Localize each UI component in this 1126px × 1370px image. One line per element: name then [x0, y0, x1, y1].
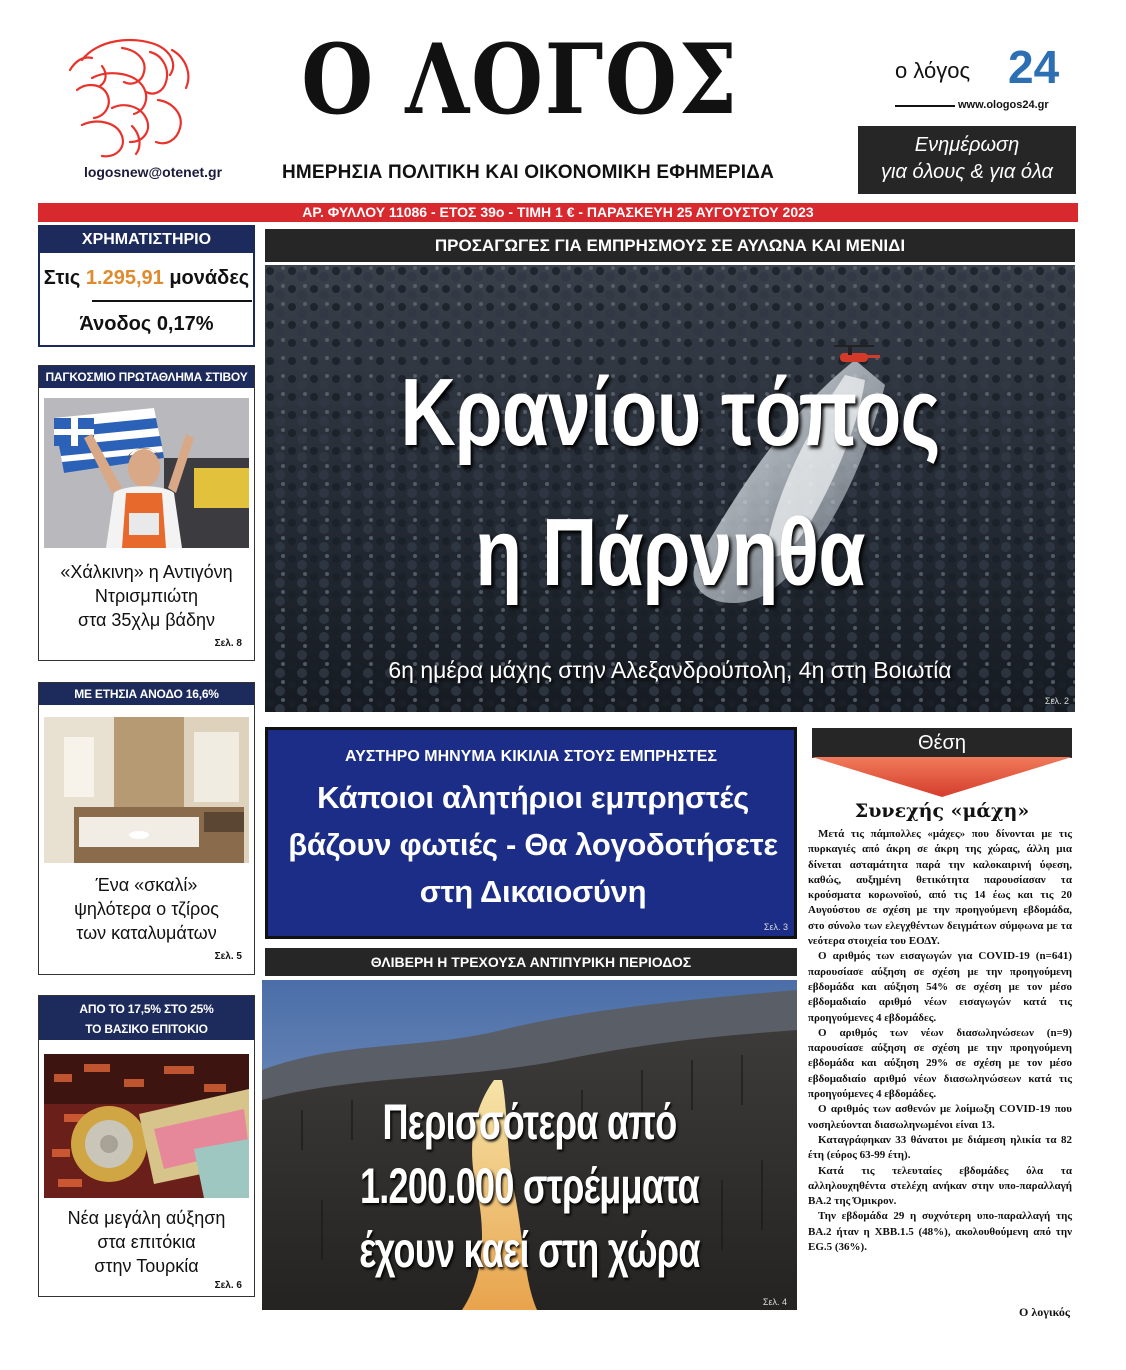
fire-season-kicker: ΘΛΙΒΕΡΗ Η ΤΡΕΧΟΥΣΑ ΑΝΤΙΠΥΡΙΚΗ ΠΕΡΙΟΔΟΣ — [265, 948, 797, 976]
kikilias-headline — [288, 774, 778, 915]
sidebar-story-turkey-rates[interactable] — [38, 995, 255, 1297]
main-headline-line-1: Κρανίου τόπος — [400, 359, 940, 466]
turkey-rates-headline — [39, 1206, 254, 1278]
editorial-paragraph: Ο αριθμός των νέων διασωληνώσεων (n=9) παρουσίασε αύξηση σε σχέση με την προηγούμενη εβδομάδα και αύξηση 29% σε σχέση με τον μέσο εβδομαδιαίο αριθμό νέων διασωληνώσεων κατά τις προηγούμενες 4 εβδομάδες. — [808, 1026, 1072, 1101]
fire-season-story[interactable] — [262, 980, 797, 1310]
editorial-body — [808, 827, 1072, 1255]
headline-line: Ένα «σκαλί» — [95, 875, 198, 895]
stock-change-value: 0,17% — [156, 313, 214, 335]
headline-line: έχουν καεί στη χώρα — [359, 1222, 700, 1278]
stock-divider — [92, 300, 252, 302]
header-line-1: ΑΠΟ ΤΟ 17,5% ΣΤΟ 25% — [79, 1002, 214, 1016]
page-reference: Σελ. 5 — [214, 951, 242, 962]
ologos24-number: 24 — [1008, 41, 1060, 93]
main-headline — [346, 343, 994, 623]
sidebar-story-header — [39, 996, 254, 1040]
ologos24-underline — [895, 105, 955, 107]
stock-points: 1.295,91 — [85, 267, 164, 289]
editorial-paragraph: Ο αριθμός των ασθενών με λοίμωξη COVID-19 που νοσηλεύονται διασωληνωμένοι είναι 13. — [808, 1103, 1072, 1131]
issue-dateline: ΑΡ. ΦΥΛΛΟΥ 11086 - ΕΤΟΣ 39ο - ΤΙΜΗ 1 € - ΠΑΡΑΣΚΕΥΗ 25 ΑΥΓΟΥΣΤΟΥ 2023 — [38, 203, 1078, 222]
page-reference: Σελ. 6 — [214, 1280, 242, 1291]
stock-row2-prefix: Άνοδος — [79, 313, 152, 335]
fire-headline — [308, 1090, 751, 1282]
header-line-2: ΤΟ ΒΑΣΙΚΟ ΕΠΙΤΟΚΙΟ — [85, 1022, 208, 1036]
athletics-headline — [39, 560, 254, 632]
sidebar-story-header: ΜΕ ΕΤΗΣΙΑ ΑΝΟΔΟ 16,6% — [39, 683, 254, 705]
main-subheadline: 6η ημέρα μάχης στην Αλεξανδρούπολη, 4η στη Βοιωτία — [388, 657, 952, 683]
sidebar-story-athletics[interactable] — [38, 365, 255, 661]
editorial-paragraph: Κατά τις τελευταίες εβδομάδες όλα τα αλληλουχηθέντα στελέχη ανήκαν στην υπο-παραλλαγή ΒΑ.2 της Όμικρον. — [808, 1164, 1072, 1208]
editorial-paragraph: Ο αριθμός των εισαγωγών για COVID-19 (n=641) παρουσίασε αύξηση σε σχέση με την προηγούμενη εβδομάδα και αύξηση 54% σε σχέση με τον μέσο εβδομαδιαίο αριθμό νέων εισαγωγών κατά τις προηγούμενες 4 εβδομάδες. — [808, 950, 1072, 1024]
ologos24-name: ο λόγος — [895, 58, 971, 83]
hotel-room-photo — [44, 717, 249, 863]
tourism-headline — [39, 873, 254, 945]
headline-line: στα 35χλμ βάδην — [77, 610, 215, 630]
newspaper-logo-emblem — [62, 30, 212, 165]
main-story-kicker: ΠΡΟΣΑΓΩΓΕΣ ΓΙΑ ΕΜΠΡΗΣΜΟΥΣ ΣΕ ΑΥΛΩΝΑ ΚΑΙ ΜΕΝΙΔΙ — [265, 229, 1075, 262]
stock-change — [40, 313, 253, 336]
newspaper-subtitle: ΗΜΕΡΗΣΙΑ ΠΟΛΙΤΙΚΗ ΚΑΙ ΟΙΚΟΝΟΜΙΚΗ ΕΦΗΜΕΡΙΔΑ — [281, 162, 775, 183]
tagline-line-1: Ενημέρωση — [914, 134, 1020, 156]
main-story-hero[interactable] — [265, 265, 1075, 712]
editorial-header-triangle — [812, 757, 1072, 797]
sidebar-story-header: ΠΑΓΚΟΣΜΙΟ ΠΡΩΤΑΘΛΗΜΑ ΣΤΙΒΟΥ — [39, 366, 254, 388]
ologos24-tagline-box — [858, 126, 1076, 194]
main-headline-line-2: η Πάρνηθα — [475, 499, 865, 606]
editorial-title: Συνεχής «μάχη» — [854, 800, 1030, 822]
newspaper-title: Ο ΛΟΓΟΣ — [301, 23, 739, 136]
headline-line: των καταλυμάτων — [76, 923, 217, 943]
stock-header: ΧΡΗΜΑΤΙΣΤΗΡΙΟ — [40, 227, 253, 253]
lira-euro-coins-photo — [44, 1054, 249, 1198]
headline-line: στη Δικαιοσύνη — [419, 874, 647, 909]
editorial-paragraph: Καταγράφηκαν 33 θάνατοι με διάμεση ηλικία τα 82 έτη (εύρος 63-99 έτη). — [808, 1133, 1072, 1162]
headline-line: βάζουν φωτιές - Θα λογοδοτήσετε — [288, 827, 778, 862]
page-reference: Σελ. 8 — [214, 638, 242, 649]
headline-line: Ντρισμπιώτη — [94, 586, 199, 606]
headline-line: στα επιτόκια — [97, 1232, 196, 1252]
stock-row1-prefix: Στις — [43, 267, 81, 289]
page-reference: Σελ. 2 — [1044, 696, 1069, 706]
sidebar-story-tourism[interactable] — [38, 682, 255, 975]
editorial-paragraph: Μετά τις πάμπολλες «μάχες» που δίνονται με τις πυρκαγιές από άκρη σε άκρη της χώρας, άλλη μια δίνεται ασταμάτητα παρά την καλοκαιρινή ύφεση, καθώς, αυξημένη θετικότητα παρουσίασαν τα κρούσματα κορωνοϊού, από τις 14 έως και τις 20 Αυγούστου σε σχέση με την προηγούμενη εβδομάδα, στο σύνολο των ελεγχθέντων δειγμάτων σύμφωνα με τα νεότερα στοιχεία του ΕΟΔΥ. — [808, 828, 1072, 948]
kikilias-story[interactable] — [265, 727, 797, 939]
tagline-line-2: για όλους & για όλα — [881, 161, 1053, 183]
editorial-signature: Ο λογικός — [1019, 1305, 1070, 1319]
kikilias-kicker: ΑΥΣΤΗΡΟ ΜΗΝΥΜΑ ΚΙΚΙΛΙΑ ΣΤΟΥΣ ΕΜΠΡΗΣΤΕΣ — [344, 748, 718, 765]
editorial-paragraph: Την εβδομάδα 29 η συχνότερη υπο-παραλλαγή της ΒΑ.2 ήταν η ΧΒΒ.1.5 (48%), ακολουθούμενη από την EG.5 (36%). — [808, 1210, 1072, 1254]
headline-line: ψηλότερα ο τζίρος — [74, 899, 219, 919]
headline-line: Κάποιοι αλητήριοι εμπρηστές — [317, 780, 749, 815]
stock-market-box[interactable] — [38, 225, 255, 347]
page-reference: Σελ. 4 — [762, 1297, 787, 1307]
stock-row1-suffix: μονάδες — [169, 267, 250, 289]
athlete-photo — [44, 398, 249, 548]
headline-line: Νέα μεγάλη αύξηση — [67, 1208, 226, 1228]
ologos24-logo[interactable] — [890, 42, 1060, 124]
headline-line: στην Τουρκία — [94, 1256, 199, 1276]
ologos24-url[interactable]: www.ologos24.gr — [958, 99, 1049, 111]
headline-line: Περισσότερα από 1.200.000 στρέμματα — [359, 1094, 700, 1214]
editorial-header: Θέση — [812, 728, 1072, 758]
contact-email[interactable]: logosnew@otenet.gr — [83, 164, 223, 180]
headline-line: «Χάλκινη» η Αντιγόνη — [60, 562, 233, 582]
page-reference: Σελ. 3 — [763, 922, 788, 932]
stock-index-value — [40, 267, 253, 290]
